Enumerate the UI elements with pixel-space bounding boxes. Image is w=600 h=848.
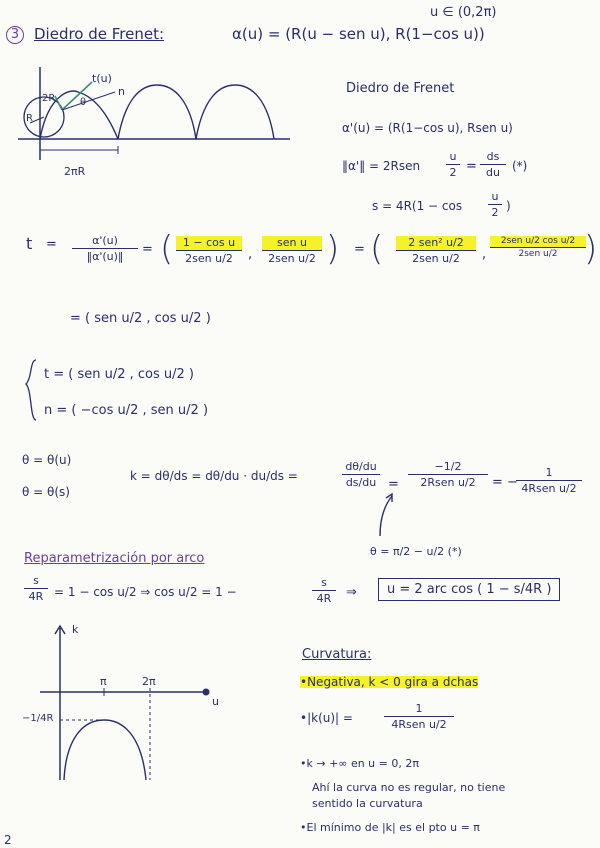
theta-s: θ = θ(s) — [22, 485, 70, 499]
paren-open-2: ( — [370, 229, 384, 269]
eq-sign-2: = — [142, 242, 153, 257]
comma-2: , — [482, 247, 487, 262]
implies-arrow: ⇒ — [346, 585, 357, 600]
step1-fraction: $\frac{s}{4R}$ — [312, 576, 336, 605]
note-abs-k: •|k(u)| = — [300, 711, 353, 725]
section-number: 3 — [6, 26, 24, 44]
note-negative: •Negativa, k < 0 gira a dchas — [300, 675, 479, 689]
abs-k-fraction: 1 4Rsen u/2 — [384, 702, 454, 731]
note-regular-1: Ahí la curva no es regular, no tiene — [312, 781, 506, 794]
note-minimum: •El mínimo de |k| es el pto u = π — [300, 821, 480, 834]
nested-fraction: $\frac{d\theta/du}{ds/du}$ — [342, 460, 380, 489]
frac-2: sen u 2sen u/2 — [262, 236, 322, 265]
domain-note: u ∈ (0,2π) — [430, 5, 497, 20]
tick-2pi: 2π — [142, 675, 156, 688]
graph-y-label: k — [72, 623, 79, 636]
period-label: 2πR — [64, 165, 86, 178]
paren-open: ( — [160, 229, 174, 269]
eq-sign-3: = — [354, 242, 365, 257]
star-mark: (*) — [512, 159, 528, 173]
frenet-heading: Diedro de Frenet — [346, 81, 455, 96]
ds-du-fraction: $\frac{ds}{du}$ — [480, 150, 506, 179]
curve-definition: α(u) = (R(u − sen u), R(1−cos u)) — [232, 25, 485, 43]
radius-label: R — [26, 113, 33, 124]
tangent-definition: $\frac{\alpha'(u)}{‖\alpha'(u)‖}$ — [72, 234, 138, 263]
result-sign: = − — [492, 475, 518, 490]
theta-u: θ = θ(u) — [22, 453, 72, 467]
arc-length-expr: s = 4R(1 − cos — [372, 199, 463, 213]
paren-close: ) — [326, 229, 340, 269]
arc-close: ) — [506, 199, 511, 213]
reparam-title: Reparametrización por arco — [24, 551, 205, 566]
tick-pi: π — [100, 675, 107, 688]
theta-label: θ — [80, 97, 87, 108]
note-regular-2: sentido la curvatura — [312, 797, 423, 810]
tick-y: −1/4R — [22, 713, 54, 724]
norm-expr: ‖α'‖ = 2Rsen — [342, 159, 421, 173]
boxed-result: u = 2 arc cos ( 1 − s/4R ) — [378, 578, 560, 601]
eq-sign-4: = — [388, 477, 399, 492]
graph-x-label: u — [212, 695, 219, 708]
equals-sign: = — [466, 159, 477, 174]
page-number: 2 — [4, 833, 12, 847]
note-infinity: •k → +∞ en u = 0, 2π — [300, 757, 419, 770]
frac-1: 1 − cos u 2sen u/2 — [176, 236, 242, 265]
eq1-fraction: −1/2 2Rsen u/2 — [408, 460, 488, 489]
frac-4: 2sen u/2 cos u/2 2sen u/2 — [490, 236, 586, 259]
result-fraction: 1 4Rsen u/2 — [516, 466, 582, 495]
reparam-step1: = 1 − cos u/2 ⇒ cos u/2 = 1 − — [54, 585, 237, 599]
tangent-symbol: t — [26, 234, 33, 253]
tangent-simplified: = ( sen u/2 , cos u/2 ) — [70, 311, 211, 326]
diameter-label: 2R — [42, 93, 56, 104]
arc-fraction: $\frac{u}{2}$ — [488, 190, 502, 219]
paren-close-2: ) — [584, 229, 598, 269]
system-t: t = ( sen u/2 , cos u/2 ) — [44, 367, 194, 382]
frac-3: 2 sen² u/2 2sen u/2 — [396, 236, 476, 265]
theta-note: θ = π/2 − u/2 (*) — [370, 545, 462, 558]
section-title: Diedro de Frenet: — [34, 25, 165, 43]
k-expression: k = dθ/ds = dθ/du · du/ds = — [130, 469, 298, 483]
comma: , — [248, 247, 253, 262]
curvature-title: Curvatura: — [302, 647, 372, 662]
tangent-label: t(u) — [92, 72, 112, 85]
normal-label: n — [118, 85, 125, 98]
system-n: n = ( −cos u/2 , sen u/2 ) — [44, 403, 209, 418]
derivative-expr: α'(u) = (R(1−cos u), Rsen u) — [342, 121, 513, 135]
s-over-4r: $\frac{s}{4R}$ — [24, 574, 48, 603]
norm-fraction: $\frac{u}{2}$ — [446, 150, 460, 179]
eq-sign: = — [46, 237, 57, 252]
